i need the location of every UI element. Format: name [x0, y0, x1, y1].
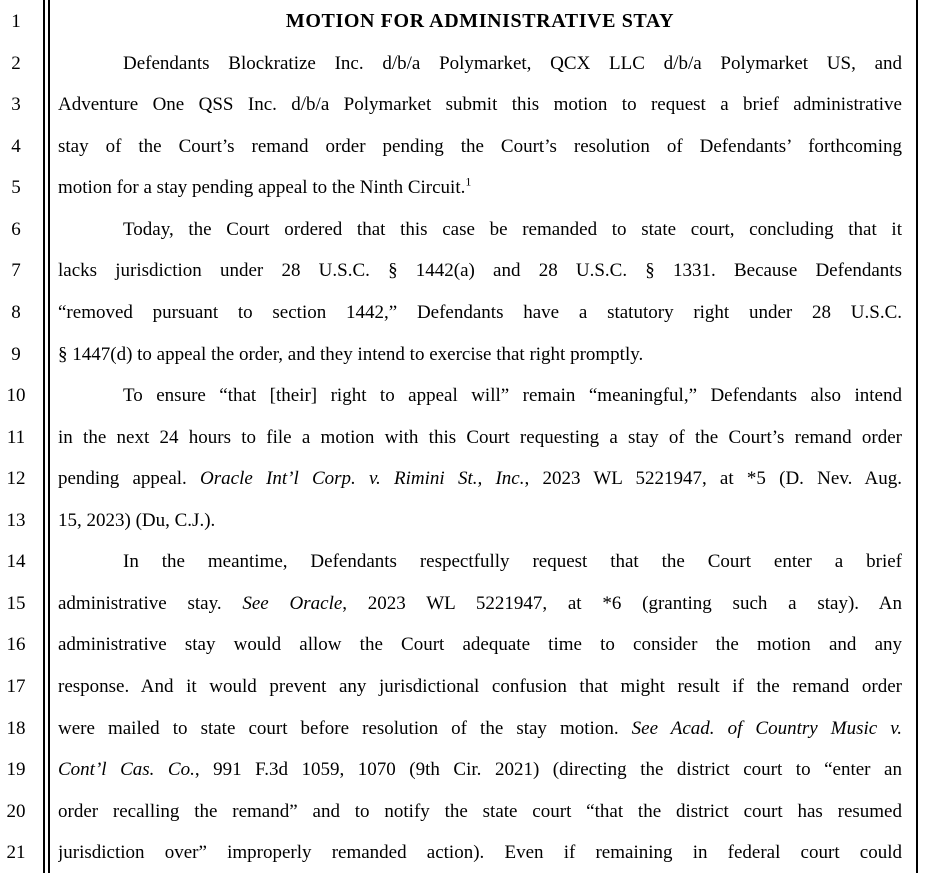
document-line — [0, 43, 935, 85]
line-text — [58, 209, 902, 251]
line-number: 4 — [11, 135, 21, 157]
text-segment: Adventure One QSS Inc. d/b/a Polymarket submit this motion to request a brief administrative — [58, 94, 902, 116]
line-text — [58, 43, 902, 85]
line-text — [58, 292, 902, 334]
document-line — [0, 126, 935, 168]
text-segment: 15, 2023) (Du, C.J.). — [58, 509, 216, 531]
line-text — [58, 832, 902, 873]
line-number: 10 — [6, 385, 26, 407]
document-line — [0, 458, 935, 500]
text-segment: administrative stay would allow the Court adequate time to consider the motion and any — [58, 634, 902, 656]
document-line — [0, 84, 935, 126]
document-line — [0, 500, 935, 542]
line-number: 16 — [6, 634, 26, 656]
line-text — [58, 458, 902, 500]
text-segment: See Acad. of Country Music v. — [631, 717, 902, 739]
line-text — [58, 417, 902, 459]
document-title: MOTION FOR ADMINISTRATIVE STAY — [285, 10, 675, 32]
line-number: 14 — [6, 551, 26, 573]
document-line — [0, 334, 935, 376]
document-line — [0, 791, 935, 833]
document-line — [0, 209, 935, 251]
line-text — [58, 334, 902, 376]
text-segment: pending appeal. — [58, 468, 201, 490]
document-line — [0, 749, 935, 791]
document-line — [0, 250, 935, 292]
text-segment: “removed pursuant to section 1442,” Defendants have a statutory right under 28 U.S.C. — [58, 301, 902, 323]
document-line — [0, 708, 935, 750]
text-segment: lacks jurisdiction under 28 U.S.C. § 1442(a) and 28 U.S.C. § 1331. Because Defendants — [58, 260, 902, 282]
text-segment: jurisdiction over” improperly remanded action). Even if remaining in federal court could — [58, 842, 902, 864]
line-text — [58, 167, 902, 209]
line-text — [58, 583, 902, 625]
line-number: 3 — [11, 94, 21, 116]
text-segment: See Oracle — [242, 592, 343, 614]
line-number: 11 — [6, 426, 26, 448]
text-segment: To ensure “that [their] right to appeal will” remain “meaningful,” Defendants also intend — [123, 385, 902, 407]
text-segment: In the meantime, Defendants respectfully request that the Court enter a brief — [123, 551, 902, 573]
text-segment: , 2023 WL 5221947, at *6 (granting such a stay). An — [342, 592, 902, 614]
document-line — [0, 666, 935, 708]
line-number: 2 — [11, 52, 21, 74]
document-line — [0, 624, 935, 666]
line-text — [58, 84, 902, 126]
line-number: 18 — [6, 717, 26, 739]
text-segment: order recalling the remand” and to notify the state court “that the district court has resumed — [58, 800, 902, 822]
line-text — [58, 749, 902, 791]
line-text — [58, 375, 902, 417]
text-segment: Today, the Court ordered that this case be remanded to state court, concluding that it — [123, 218, 902, 240]
text-segment: administrative stay. — [58, 592, 243, 614]
line-text — [58, 500, 902, 542]
document-line — [0, 583, 935, 625]
line-text — [58, 250, 902, 292]
line-text — [58, 541, 902, 583]
line-number: 17 — [6, 676, 26, 697]
document-line — [0, 292, 935, 334]
line-text — [58, 708, 902, 750]
line-number: 1 — [11, 11, 21, 32]
line-number: 21 — [6, 842, 26, 864]
text-segment: were mailed to state court before resolution of the stay motion. — [58, 717, 632, 739]
line-text — [58, 666, 902, 708]
footnote-marker: 1 — [465, 174, 472, 189]
text-segment: motion for a stay pending appeal to the Ninth Circuit. — [58, 177, 466, 199]
text-segment: Defendants Blockratize Inc. d/b/a Polymarket, QCX LLC d/b/a Polymarket US, and — [123, 52, 902, 74]
line-text — [58, 1, 902, 43]
line-number: 19 — [6, 759, 26, 781]
text-segment: , 991 F.3d 1059, 1070 (9th Cir. 2021) (directing the district court to “enter an — [194, 759, 902, 781]
document-lines — [0, 1, 935, 873]
line-text — [58, 624, 902, 666]
line-number: 12 — [6, 468, 26, 490]
line-number: 9 — [11, 343, 21, 365]
document-line — [0, 1, 935, 43]
document-line — [0, 417, 935, 459]
line-number: 15 — [6, 592, 26, 614]
line-number: 8 — [11, 301, 21, 323]
text-segment: in the next 24 hours to file a motion with this Court requesting a stay of the Court’s remand order — [58, 426, 902, 448]
text-segment: response. And it would prevent any jurisdictional confusion that might result if the remand order — [58, 676, 902, 697]
line-number: 7 — [11, 260, 21, 282]
line-number: 13 — [6, 509, 26, 531]
line-text — [58, 126, 902, 168]
text-segment: § 1447(d) to appeal the order, and they intend to exercise that right promptly. — [58, 343, 644, 365]
text-segment: Cont’l Cas. Co. — [58, 759, 195, 781]
document-line — [0, 375, 935, 417]
line-number: 20 — [6, 800, 26, 822]
text-segment: Oracle Int’l Corp. v. Rimini St., Inc. — [200, 468, 525, 490]
line-number: 5 — [11, 177, 21, 199]
line-text — [58, 791, 902, 833]
document-line — [0, 167, 935, 209]
document-line — [0, 541, 935, 583]
text-segment: stay of the Court’s remand order pending the Court’s resolution of Defendants’ forthcoming — [58, 135, 902, 157]
text-segment: , 2023 WL 5221947, at *5 (D. Nev. Aug. — [524, 468, 902, 490]
line-number: 6 — [11, 218, 21, 240]
document-line — [0, 832, 935, 873]
